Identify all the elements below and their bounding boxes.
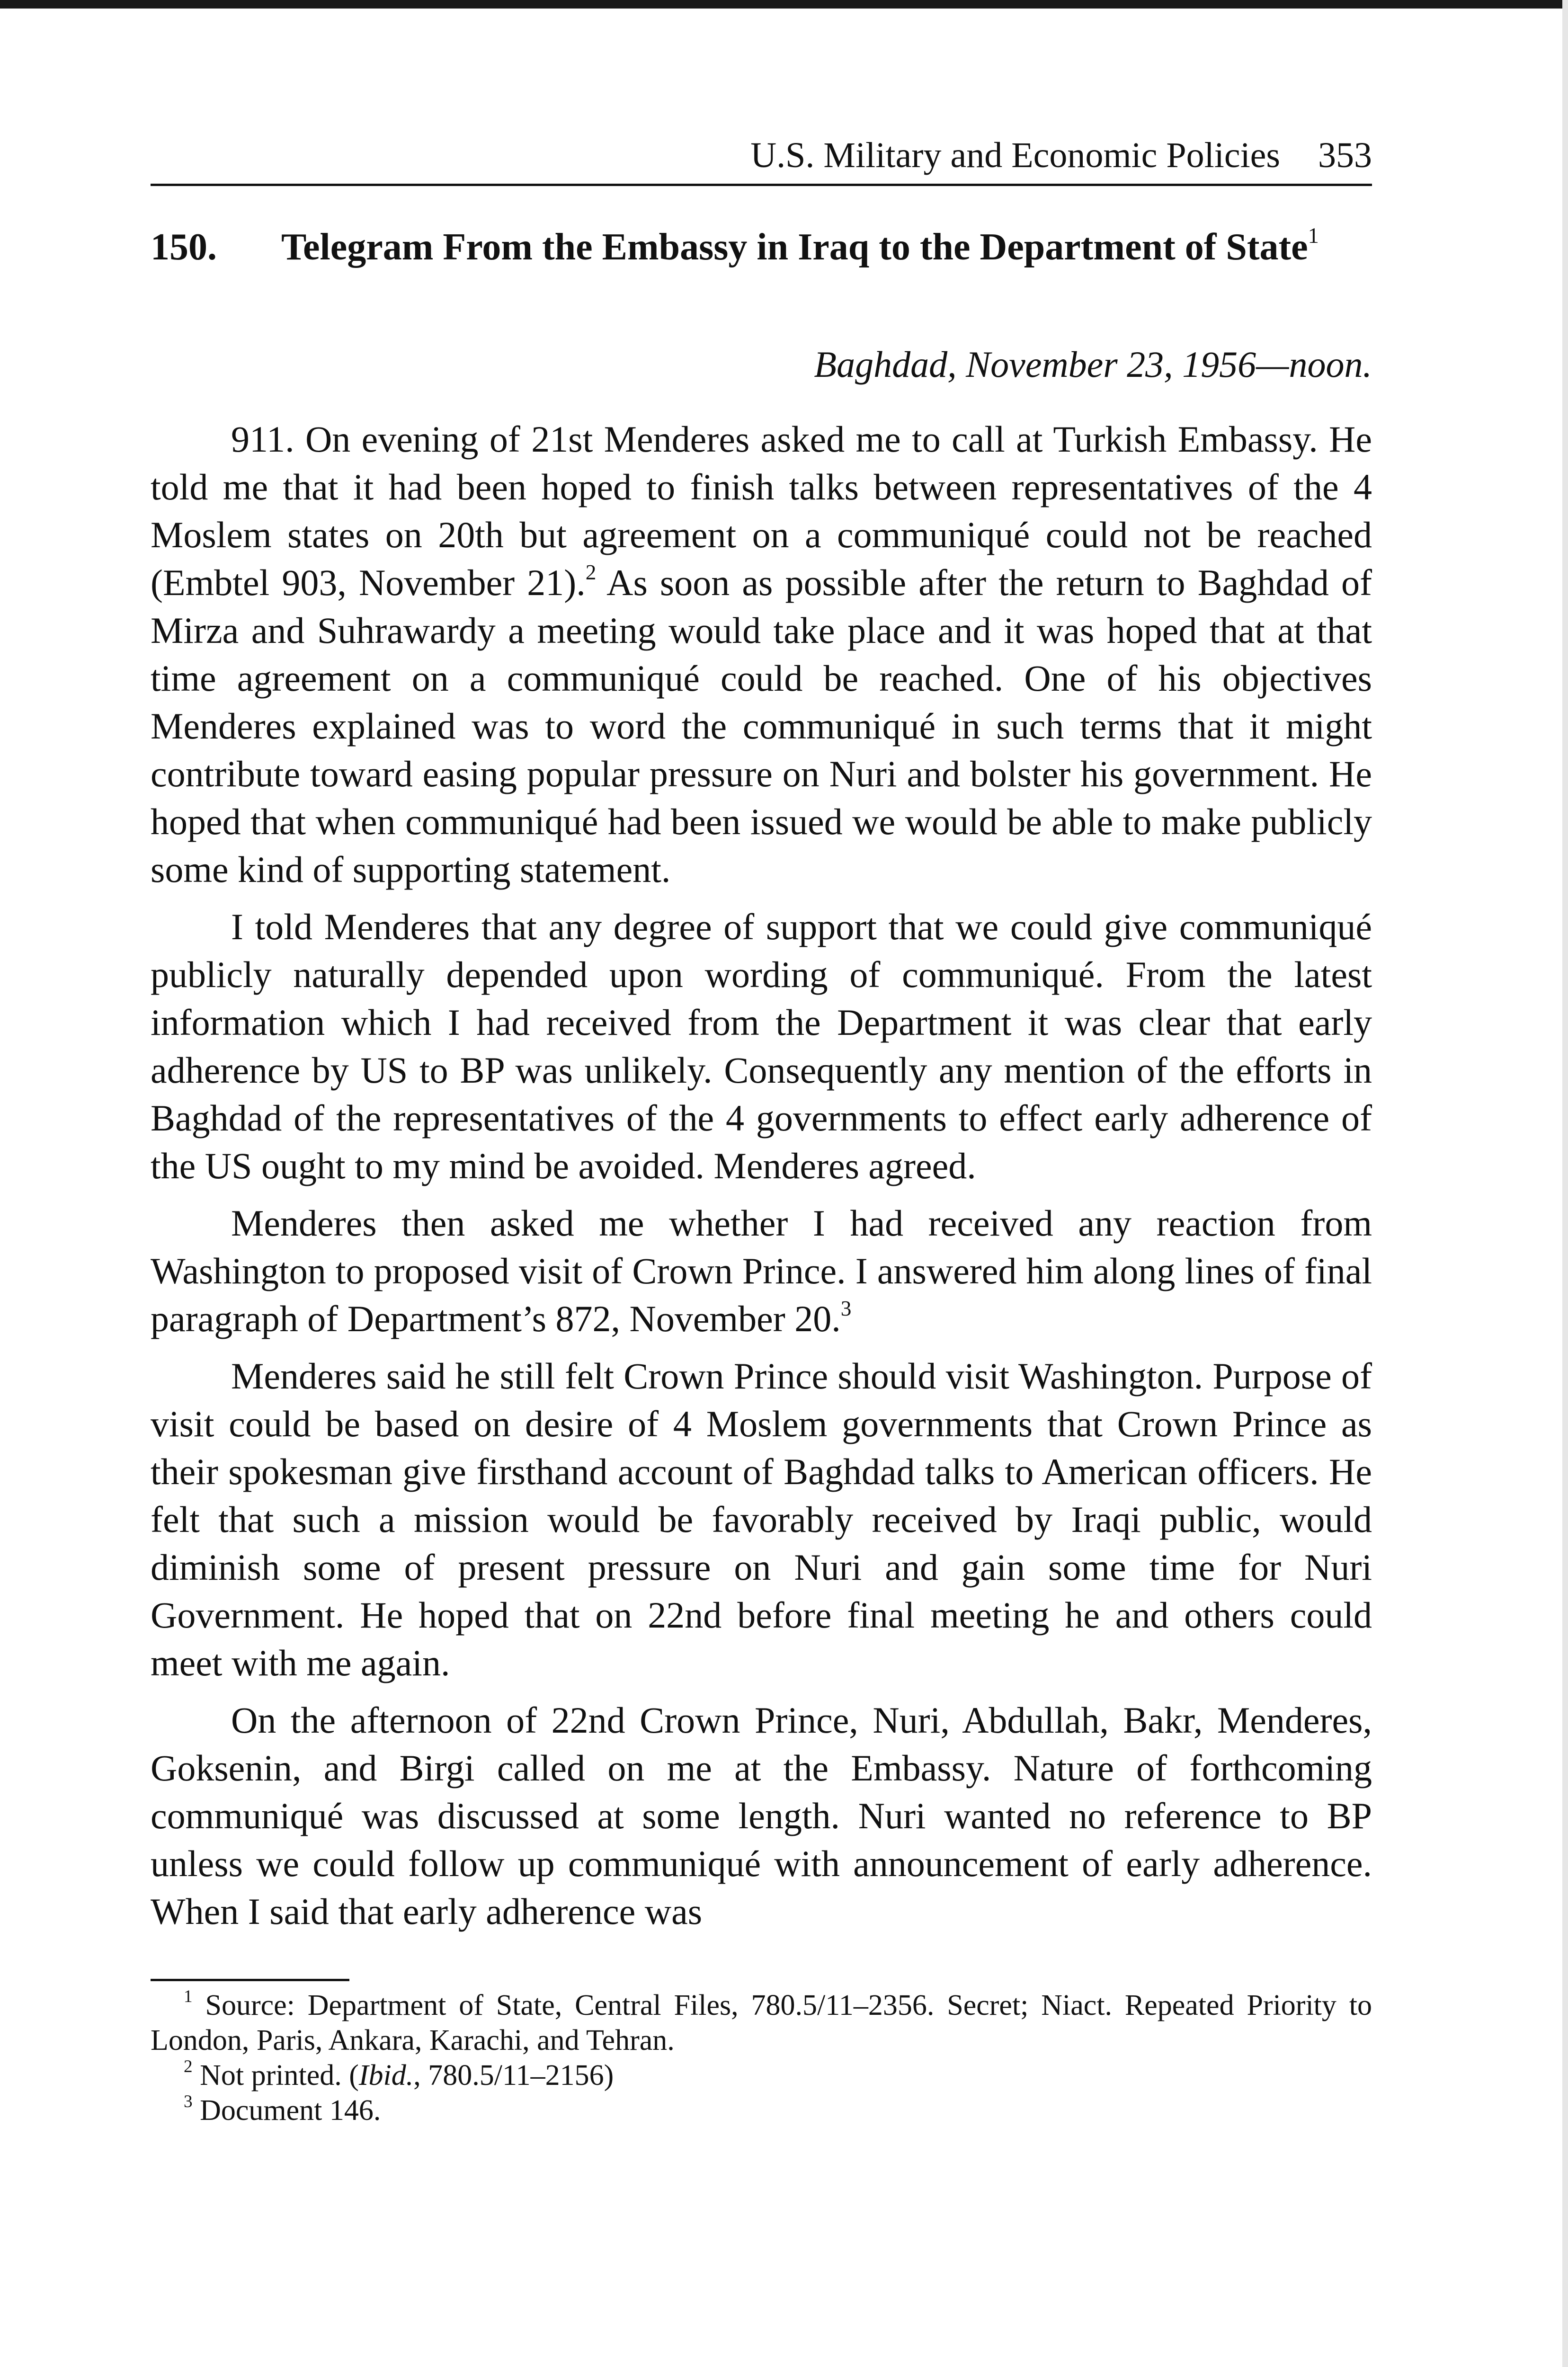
footnote-3-marker: 3 [184,2092,193,2112]
document-title [281,223,1372,271]
document-heading [151,223,1372,271]
document-title-text: Telegram From the Embassy in Iraq to the Department of State [281,226,1308,268]
paragraph-1 [151,415,1372,893]
page [151,137,1372,2128]
paragraph-1-part-b: As soon as possible after the return to Baghdad of Mirza and Suhrawardy a meeting would take place and it was hoped that at that time agreement on a communiqué could be reached. One of his objectives Menderes explained was to word the communiqué in such terms that it might contribute toward easing popular pressure on Nuri and bolster his government. He hoped that when communiqué had been issued we would be able to make publicly some kind of supporting statement. [151,562,1372,890]
footnote-ref-2: 2 [585,560,597,584]
footnote-2 [151,2058,1372,2093]
body-text [151,415,1372,1935]
page-number: 353 [1318,135,1372,175]
scan-right-border [1562,0,1568,2367]
scan-top-border [0,0,1568,9]
footnote-3-text: Document 146. [200,2094,381,2127]
footnote-2-ibid: Ibid. [358,2059,414,2092]
footnote-2-text-post: , 780.5/11–2156) [413,2059,614,2092]
footnote-1-marker: 1 [184,1987,193,2007]
footnote-3 [151,2093,1372,2128]
document-number: 150. [151,226,217,268]
title-footnote-ref: 1 [1308,224,1319,249]
footnote-2-marker: 2 [184,2057,193,2077]
footnote-rule [151,1979,349,1981]
paragraph-3-text: Menderes then asked me whether I had received any reaction from Washington to proposed visit of Crown Prince. I answered him along lines of final paragraph of Department’s 872, November 20. [151,1202,1372,1340]
footnote-ref-3: 3 [840,1296,852,1320]
running-head [151,137,1372,186]
footnote-2-text-pre: Not printed. ( [200,2059,359,2092]
footnotes [151,1988,1372,2128]
footnote-1 [151,1988,1372,2058]
paragraph-1-part-a: 911. On evening of 21st Menderes asked me to call at Turkish Embassy. He told me that it had been hoped to finish talks between representatives of the 4 Moslem states on 20th but agreement on a communiqué could not be reached (Embtel 903, November 21). [151,418,1372,604]
paragraph-5: On the afternoon of 22nd Crown Prince, Nuri, Abdullah, Bakr, Menderes, Goksenin, and Birgi called on me at the Embassy. Nature of forthcoming communiqué was discussed at some length. Nuri wanted no reference to BP unless we could follow up communiqué with announcement of early adherence. When I said that early adherence was [151,1700,1372,1932]
footnote-1-text: Source: Department of State, Central Files, 780.5/11–2356. Secret; Niact. Repeated Priority to London, Paris, Ankara, Karachi, and Tehran. [151,1989,1372,2057]
dateline: Baghdad, November 23, 1956—noon. [814,344,1372,385]
paragraph-4: Menderes said he still felt Crown Prince should visit Washington. Purpose of visit could be based on desire of 4 Moslem governments that Crown Prince as their spokesman give firsthand account of Baghdad talks to American officers. He felt that such a mission would be favorably received by Iraqi public, would diminish some of present pressure on Nuri and gain some time for Nuri Government. He hoped that on 22nd before final meeting he and others could meet with me again. [151,1355,1372,1684]
running-title: U.S. Military and Economic Policies [750,135,1280,175]
paragraph-3 [151,1199,1372,1343]
paragraph-2: I told Menderes that any degree of support that we could give communiqué publicly naturally depended upon wording of communiqué. From the latest information which I had received from the Department it was clear that early adherence by US to BP was unlikely. Consequently any mention of the efforts in Baghdad of the representatives of the 4 governments to effect early adherence of the US ought to my mind be avoided. Menderes agreed. [151,906,1372,1187]
